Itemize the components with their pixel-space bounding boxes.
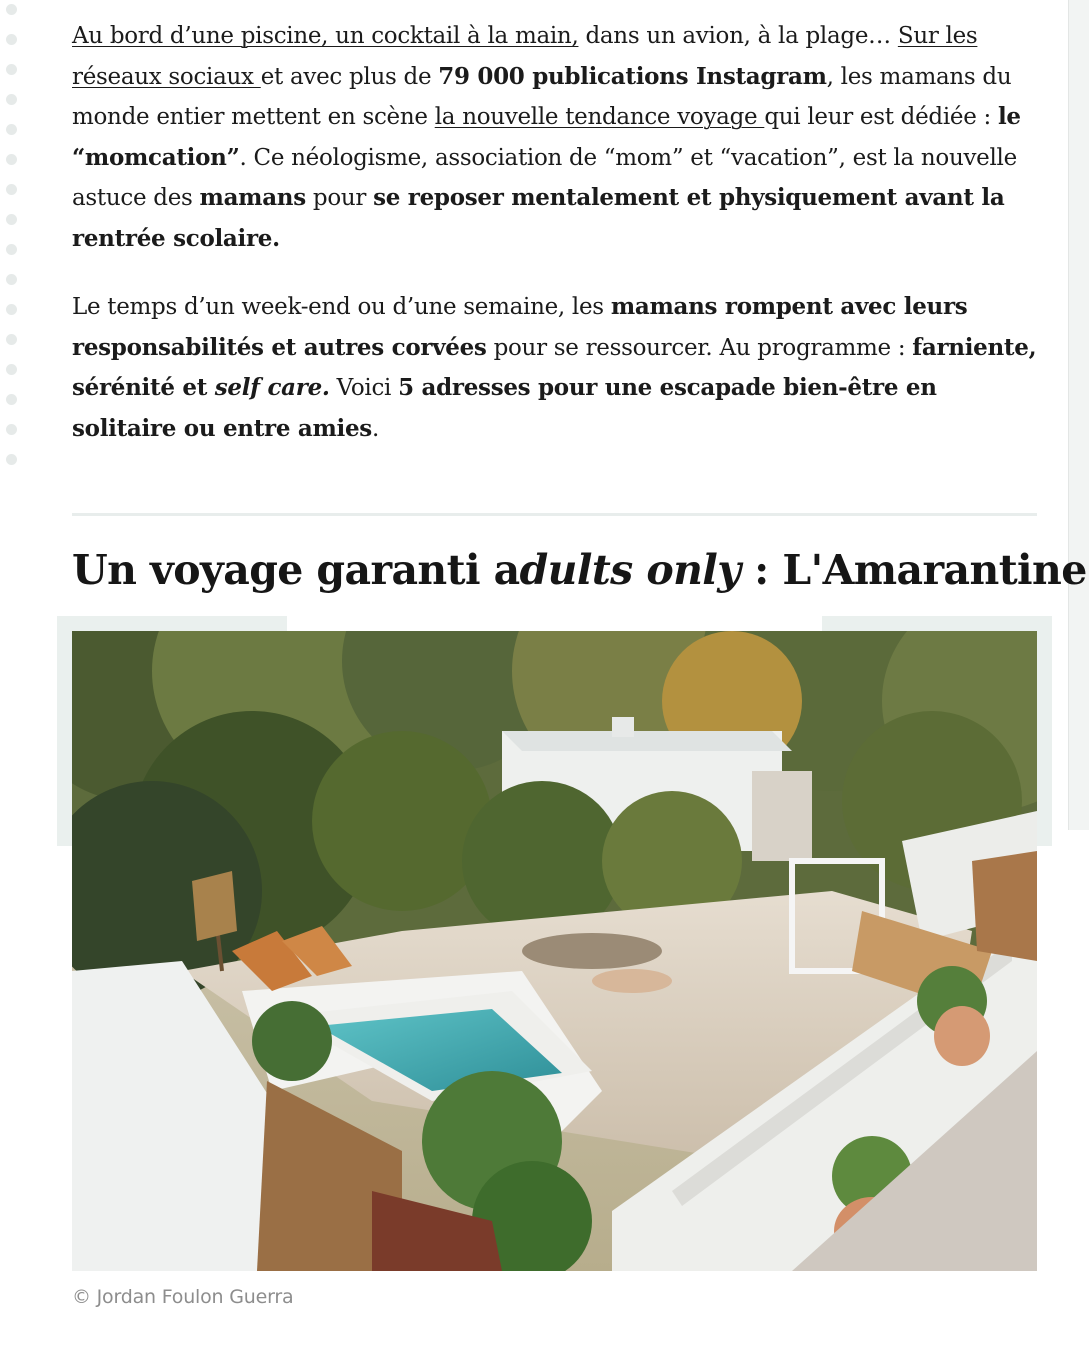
photo-credit: © Jordan Foulon Guerra	[72, 1286, 294, 1308]
intro-paragraph: Au bord d’une piscine, un cocktail à la main, dans un avion, à la plage… Sur les réseaux sociaux et avec plus de 79 000 publications Instagram, les mamans du monde entier mettent en scène la nouvelle tendance voyage qui leur est dédiée : le “momcation”. Ce néologisme, association de “mom” et “vacation”, est la nouvelle astuce des mamans pour se reposer mentalement et physiquement avant la rentrée scolaire.	[72, 23, 1021, 252]
link-reseaux-sociaux[interactable]: Sur les réseaux sociaux	[72, 23, 978, 90]
right-scroll-track[interactable]	[1068, 0, 1089, 830]
article-body	[72, 16, 1037, 477]
section-divider	[72, 513, 1037, 516]
link-tendance-voyage[interactable]: la nouvelle tendance voyage	[434, 104, 765, 130]
link-piscine-cocktail[interactable]: Au bord d’une piscine, un cocktail à la main,	[72, 23, 579, 49]
left-margin-dots	[6, 4, 18, 484]
second-paragraph: Le temps d’un week-end ou d’une semaine, les mamans rompent avec leurs responsabilités et autres corvées pour se ressourcer. Au programme : farniente, sérénité et self care. Voici 5 adresses pour une escapade bien-être en solitaire ou entre amies.	[72, 293, 1037, 442]
section-heading: Un voyage garanti adults only : L'Amarantine	[72, 546, 1087, 594]
article-photo	[72, 631, 1037, 1271]
